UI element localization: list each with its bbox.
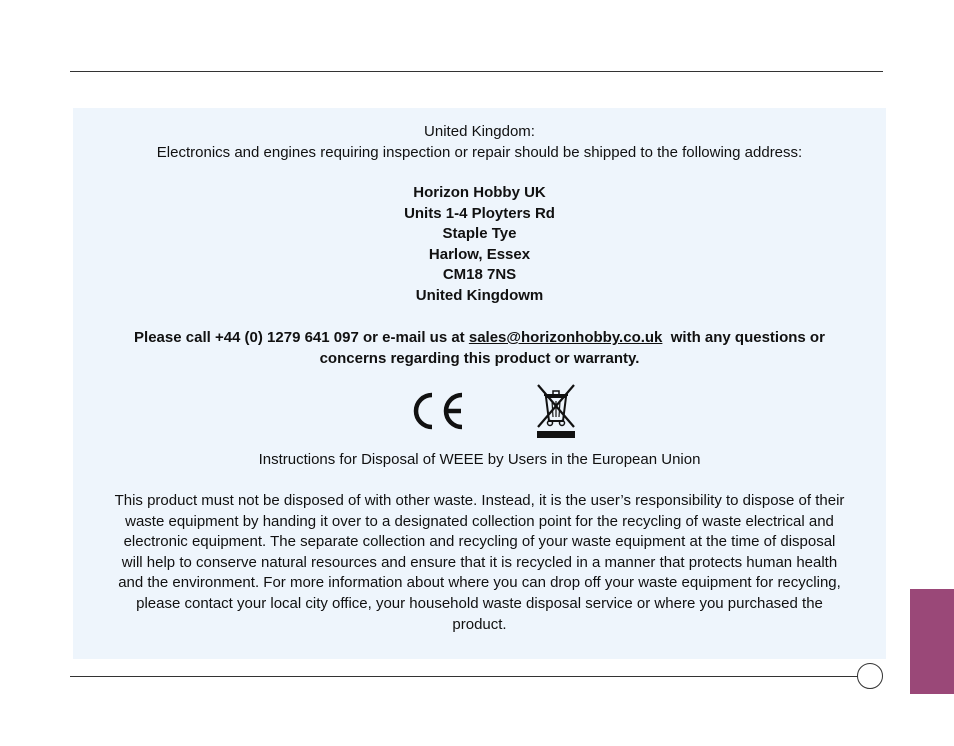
weee-instructions [87, 491, 872, 635]
crossed-out-wheelie-bin-icon [534, 383, 578, 439]
page-number-circle [857, 663, 883, 689]
weee-line: product. [452, 615, 507, 633]
contact-line-2: concerns regarding this product or warranty. [319, 349, 640, 367]
intro-text: Electronics and engines requiring inspection or repair should be shipped to the following address: [156, 143, 803, 161]
address-line-area: Staple Tye [442, 225, 517, 243]
address-line-street: Units 1-4 Ployters Rd [404, 204, 555, 222]
weee-line: This product must not be disposed of with other waste. Instead, it is the user’s responsibility to dispose of their [114, 492, 845, 509]
address-line-town: Harlow, Essex [428, 245, 531, 263]
intro-section [73, 122, 886, 163]
contact-suffix: with any questions or [662, 329, 825, 346]
service-address [73, 183, 886, 307]
weee-heading: Instructions for Disposal of WEEE by Users in the European Union [258, 451, 701, 468]
compliance-marks [73, 383, 886, 439]
weee-line: waste equipment by handing it over to a designated collection point for the recycling of waste electrical and [125, 512, 834, 530]
address-line-company: Horizon Hobby UK [413, 184, 546, 201]
address-line-country: United Kingdowm [415, 286, 544, 304]
weee-line: and the environment. For more information about where you can drop off your waste equipment for recycling, [118, 574, 841, 592]
contact-info [103, 328, 856, 369]
section-tab [910, 589, 954, 694]
contact-line-1 [103, 328, 856, 349]
uk-label: United Kingdom: [424, 123, 535, 140]
header-rule [70, 71, 883, 72]
address-line-postcode: CM18 7NS [442, 266, 517, 284]
weee-line: will help to conserve natural resources and ensure that it is recycled in a manner that protects human health [121, 553, 838, 571]
ce-mark-icon [408, 391, 466, 431]
weee-line: please contact your local city office, your household waste disposal service or where you purchased the [136, 594, 823, 612]
email-link[interactable]: sales@horizonhobby.co.uk [468, 329, 663, 346]
contact-prefix: Please call +44 (0) 1279 641 097 or e-mail us at [134, 329, 469, 346]
footer-rule [70, 676, 860, 677]
warranty-info-box [73, 108, 886, 659]
weee-line: electronic equipment. The separate collection and recycling of your waste equipment at the time of disposal [123, 533, 836, 551]
